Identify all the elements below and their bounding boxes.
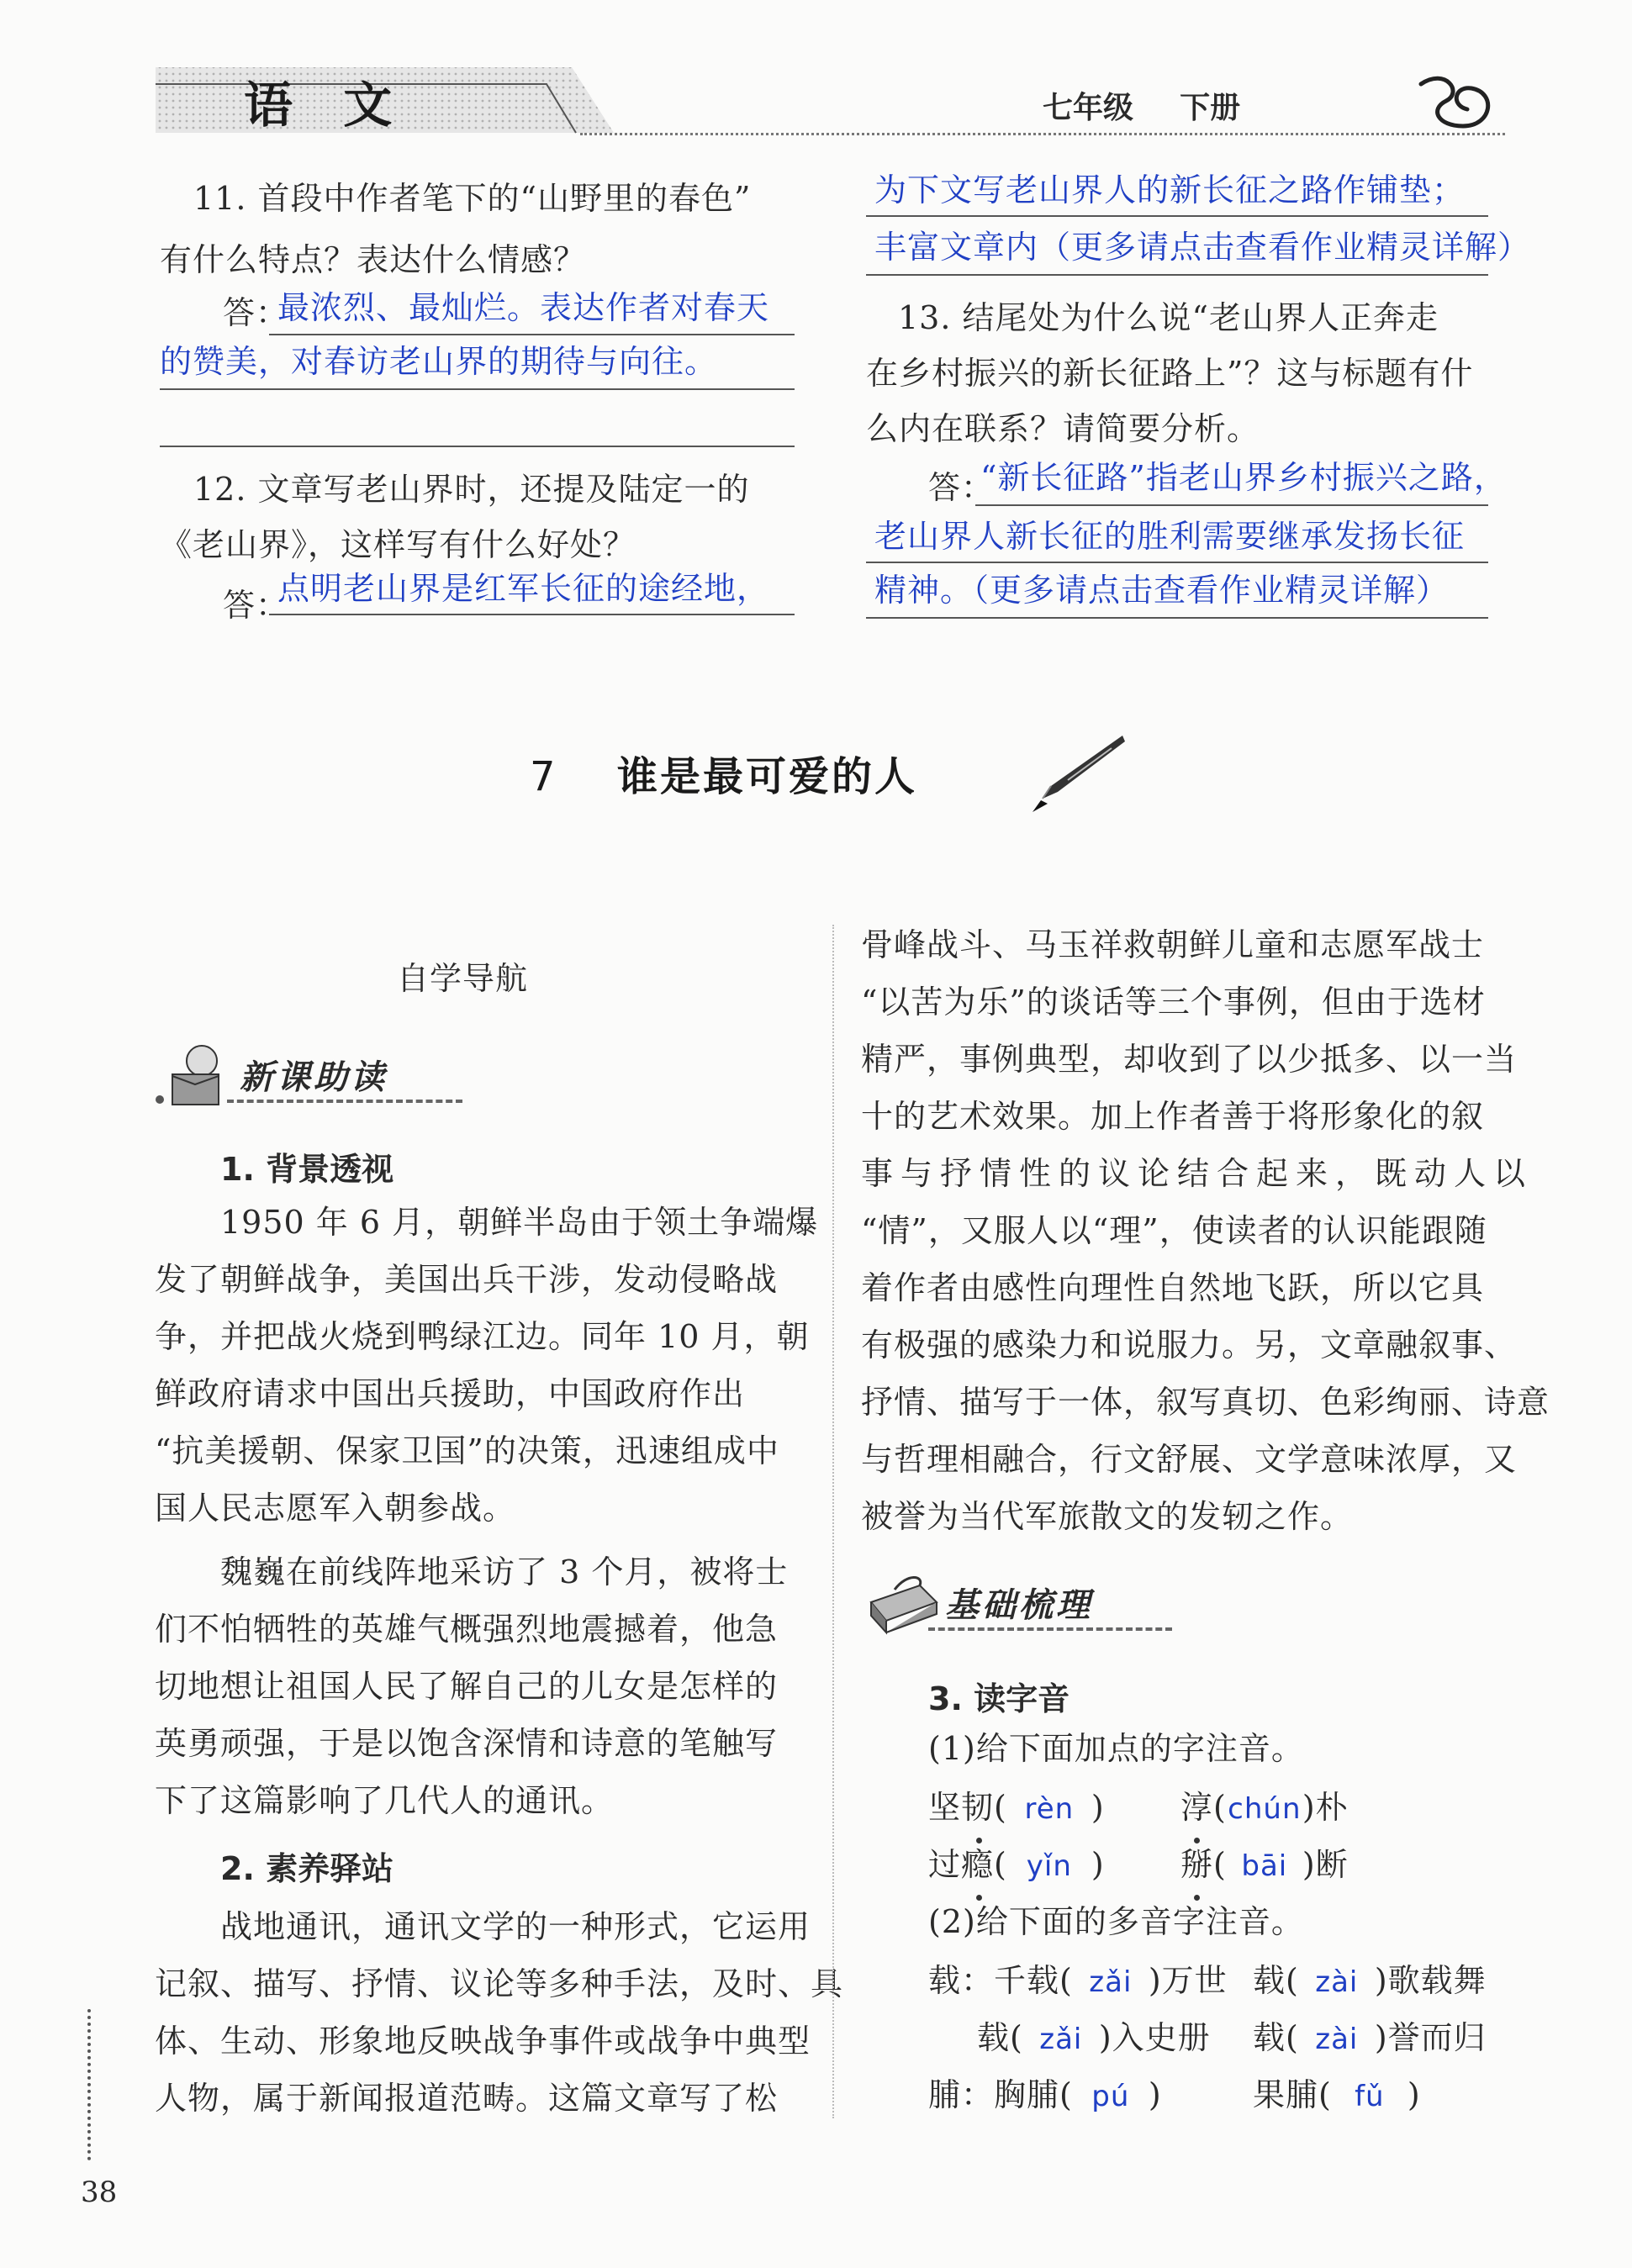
footer-dotted-bar <box>87 2009 91 2160</box>
reading-child-icon <box>151 1042 235 1110</box>
answer-label: 答： <box>928 469 995 506</box>
answer-rule <box>866 274 1488 276</box>
body-line: 们不怕牺牲的英雄气概强烈地震撼着，他急 <box>155 1611 779 1648</box>
volume-label: 下册 <box>1180 91 1241 125</box>
q13-answer-line: “新长征路”指老山界乡村振兴之路， <box>980 459 1507 496</box>
q12-answer-line: 点明老山界是红军长征的途经地， <box>277 570 770 607</box>
section-1-heading: 1. 背景透视 <box>220 1151 394 1188</box>
body-line: “抗美援朝、保家卫国”的决策，迅速组成中 <box>155 1432 779 1469</box>
body-line: “情”，又服人以“理”，使读者的认识能跟随 <box>861 1212 1487 1249</box>
body-line: 记叙、描写、抒情、议论等多种手法，及时、具 <box>155 1965 844 2002</box>
body-line: 有极强的感染力和说服力。另，文章融叙事、 <box>861 1327 1518 1363</box>
q11-line: 有什么特点？表达什么情感？ <box>160 241 587 278</box>
body-line: 着作者由感性向理性自然地飞跃，所以它具 <box>861 1269 1485 1306</box>
pinyin-answer: rèn <box>1024 1792 1075 1826</box>
column-divider <box>832 925 834 2118</box>
answer-rule <box>160 388 795 390</box>
polyphone-row-zai-2: 载( zǎi )入史册 <box>977 2016 1211 2061</box>
body-line: 英勇顽强，于是以饱含深情和诗意的笔触写 <box>155 1725 779 1762</box>
body-line: 国人民志愿军入朝参战。 <box>155 1490 516 1527</box>
polyphone-item-pu-2: 果脯( fǔ ) <box>1253 2073 1421 2118</box>
body-line: 抒情、描写于一体，叙写真切、色彩绚丽、诗意 <box>861 1384 1550 1421</box>
q11-answer-line: 最浓烈、最灿烂。表达作者对春天 <box>277 289 770 326</box>
body-line: 体、生动、形象地反映战争事件或战争中典型 <box>155 2023 811 2060</box>
body-line: 精严，事例典型，却收到了以少抵多、以一当 <box>861 1041 1518 1078</box>
subject-title: 语 文 <box>244 76 409 134</box>
q13-line: 么内在联系？请简要分析。 <box>866 410 1260 447</box>
q12-answer-cont: 为下文写老山界人的新长征之路作铺垫； <box>874 171 1466 208</box>
banner-new-lesson <box>151 1042 471 1110</box>
pinyin-answer: zài <box>1315 2023 1359 2056</box>
q13-answer-line: 精神。（更多请点击查看作业精灵详解） <box>874 572 1450 609</box>
page-number: 38 <box>81 2176 118 2209</box>
body-line: “以苦为乐”的谈话等三个事例，但由于选材 <box>861 984 1486 1021</box>
body-line: 十的艺术效果。加上作者善于将形象化的叙 <box>861 1098 1485 1135</box>
pinyin-answer: bāi <box>1241 1849 1288 1883</box>
q12-line: 12. 文章写老山界时，还提及陆定一的 <box>193 471 750 508</box>
answer-label: 答： <box>223 294 289 331</box>
q13-line: 13. 结尾处为什么说“老山界人正奔走 <box>898 299 1439 336</box>
answer-rule <box>269 334 795 335</box>
pinyin-answer: chún <box>1228 1792 1302 1826</box>
body-line: 发了朝鲜战争，美国出兵干涉，发动侵略战 <box>155 1261 779 1298</box>
lesson-number: 7 <box>530 753 556 800</box>
banner-underline <box>928 1627 1172 1631</box>
pinyin-item-guoyin: 过瘾( yǐn ) <box>928 1843 1105 1888</box>
polyphone-row-zai-1: 载：千载( zǎi )万世 <box>928 1959 1228 2004</box>
q13-answer-line: 老山界人新长征的胜利需要继承发扬长征 <box>874 518 1466 555</box>
body-line: 1950 年 6 月，朝鲜半岛由于领土争端爆 <box>220 1204 819 1241</box>
body-line: 与哲理相融合，行文舒展、文学意味浓厚，又 <box>861 1441 1518 1478</box>
banner-basics <box>861 1569 1172 1636</box>
body-line: 魏巍在前线阵地采访了 3 个月，被将士 <box>220 1553 789 1590</box>
pinyin-item-jianren: 坚韧( rèn ) <box>928 1785 1105 1831</box>
lesson-title <box>530 744 917 802</box>
polyphone-label: 脯： <box>928 2076 995 2113</box>
answer-rule <box>866 562 1488 563</box>
sub-instruction: (2)给下面的多音字注音。 <box>928 1903 1304 1940</box>
pinyin-answer: fǔ <box>1355 2080 1385 2113</box>
q11-answer-line: 的赞美，对春访老山界的期待与向往。 <box>160 343 718 380</box>
polyphone-item-zai-2: 载( zài )歌载舞 <box>1253 1959 1487 2004</box>
body-line: 人物，属于新闻报道范畴。这篇文章写了松 <box>155 2080 779 2117</box>
pinyin-answer: yǐn <box>1026 1849 1072 1883</box>
grade-label: 七年级 <box>1043 91 1134 125</box>
page-header <box>151 59 1505 143</box>
answer-rule <box>269 614 795 615</box>
answer-rule <box>975 504 1488 506</box>
body-line: 被誉为当代军旅散文的发轫之作。 <box>861 1498 1354 1535</box>
body-line: 战地通讯，通讯文学的一种形式，它运用 <box>220 1908 811 1945</box>
body-line: 事与抒情性的议论结合起来，既动人以 <box>861 1155 1534 1192</box>
section-3-heading: 3. 读字音 <box>928 1680 1070 1717</box>
banner-underline <box>227 1100 462 1103</box>
answer-rule <box>866 617 1488 619</box>
body-line: 下了这篇影响了几代人的通讯。 <box>155 1782 615 1819</box>
lesson-name: 谁是最可爱的人 <box>616 753 917 800</box>
body-line: 鲜政府请求中国出兵援助，中国政府作出 <box>155 1375 746 1412</box>
pinyin-answer: zǎi <box>1089 1965 1133 1999</box>
body-line: 切地想让祖国人民了解自己的儿女是怎样的 <box>155 1668 779 1705</box>
answer-rule <box>160 446 795 447</box>
pinyin-item-baiduan: 掰( bāi )断 <box>1180 1843 1349 1888</box>
body-line: 争，并把战火烧到鸭绿江边。同年 10 月，朝 <box>155 1318 810 1355</box>
section-2-heading: 2. 素养驿站 <box>220 1850 394 1887</box>
banner-label: 新课助读 <box>240 1058 388 1097</box>
polyphone-label: 载： <box>928 1962 995 1999</box>
q12-answer-cont: 丰富文章内（更多请点击查看作业精灵详解） <box>874 229 1531 266</box>
pinyin-answer: zài <box>1315 1965 1359 1999</box>
pen-nib-icon <box>1017 731 1127 815</box>
pinyin-item-chunpu: 淳(chún)朴 <box>1180 1785 1349 1831</box>
nav-title: 自学导航 <box>397 960 529 997</box>
answer-rule <box>866 215 1488 217</box>
polyphone-item-zai-4: 载( zài )誉而归 <box>1253 2016 1487 2061</box>
sub-instruction: (1)给下面加点的字注音。 <box>928 1730 1304 1767</box>
swirl-logo-icon <box>1413 67 1505 134</box>
q11-line: 11. 首段中作者笔下的“山野里的春色” <box>193 180 752 217</box>
body-line: 骨峰战斗、马玉祥救朝鲜儿童和志愿军战士 <box>861 926 1485 963</box>
answer-label: 答： <box>223 587 289 624</box>
header-dotted-rule <box>580 133 1505 135</box>
polyphone-row-pu: 脯：胸脯( pú ) <box>928 2073 1162 2118</box>
pinyin-answer: zǎi <box>1039 2023 1083 2056</box>
basket-icon <box>861 1569 945 1636</box>
q12-line: 《老山界》，这样写有什么好处？ <box>160 526 636 563</box>
banner-label: 基础梳理 <box>945 1586 1093 1625</box>
pinyin-answer: pú <box>1091 2080 1130 2113</box>
q13-line: 在乡村振兴的新长征路上”？这与标题有什 <box>866 355 1474 392</box>
